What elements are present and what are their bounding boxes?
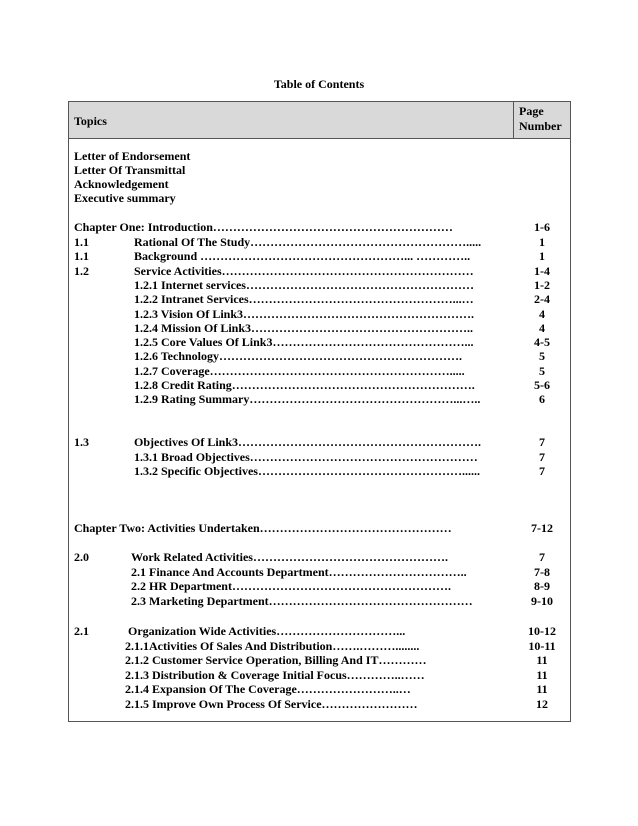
header-page-line1: Page [519,104,544,118]
page-number: 5 [539,363,545,378]
subsection-title: 2.2 HR Department………………………………………………. [131,579,451,593]
front-matter-item: Letter Of Transmittal [74,163,186,177]
section-title: Service Activities……………………………………………………… [134,263,474,278]
page-number: 12 [536,696,548,711]
page-number: 4 [539,320,545,335]
subsection-title: 1.3.2 Specific Objectives……………………………………………...... [134,464,480,478]
chapter-two-title: Chapter Two: Activities Undertaken………………………………………… [74,521,452,535]
front-matter-item: Executive summary [74,191,176,205]
section-title: Background ……………………………………………... ………….. [134,249,471,264]
page-number: 6 [539,392,545,407]
page-number: 11 [536,667,548,682]
page-number: 4-5 [534,335,550,350]
section-number: 1.1 [74,235,89,249]
subsection-title: 1.2.4 Mission Of Link3……………………………………………….. [134,320,474,335]
page-number: 10-11 [528,638,556,653]
page-number: 8-9 [534,579,550,593]
section-number: 2.0 [74,550,89,564]
page-number: 11 [536,682,548,696]
page-number: 1-4 [534,263,550,278]
subsection-title: 1.2.3 Vision Of Link3…………………………………………………. [134,306,475,321]
subsection-title: 2.1.2 Customer Service Operation, Billing And IT………… [125,653,427,667]
header-topics: Topics [74,114,107,128]
section-number: 1.1 [74,249,89,264]
subsection-title: 1.2.5 Core Values Of Link3…………………………………………... [134,335,474,350]
subsection-title: 2.1.4 Expansion Of The Coverage……………………..… [125,682,411,696]
section-title: Work Related Activities…………………………………………. [131,550,448,564]
subsection-title: 2.1.3 Distribution & Coverage Initial Focus…………..…… [125,667,425,682]
subsection-title: 2.3 Marketing Department…………………………………………… [131,593,473,608]
section-title: Rational Of The Study………………………………………………..... [134,235,482,249]
subsection-title: 2.1.5 Improve Own Process Of Service…………………… [125,696,418,711]
page-number: 7-8 [534,564,550,579]
header-page-line2: Number [519,119,562,133]
subsection-title: 2.1 Finance And Accounts Department…………………………….. [131,564,467,579]
subsection-title: 1.2.8 Credit Rating……………………………………………………. [134,378,475,392]
page-number: 5-6 [534,378,550,392]
section-title: Organization Wide Activities…………………………... [128,624,406,638]
subsection-title: 1.2.2 Intranet Services……………………………………………...… [134,292,474,307]
subsection-title: 2.1.1Activities Of Sales And Distribution…….………........ [125,638,420,653]
subsection-title: 1.2.6 Technology……………………………………………………. [134,349,463,364]
subsection-title: 1.2.7 Coverage……………………………………………………..... [134,363,465,378]
section-number: 1.3 [74,435,89,449]
page-number: 7 [539,550,545,564]
page-number: 1 [539,235,545,249]
section-title: Objectives Of Link3……………………………………………………. [134,435,481,449]
chapter-two-page: 7-12 [531,521,553,535]
chapter-one-page: 1-6 [534,220,550,234]
page-number: 7 [539,435,545,449]
front-matter-item: Letter of Endorsement [74,149,191,163]
page-number: 1-2 [534,277,550,292]
page-number: 11 [536,653,548,667]
page-title: Table of Contents [273,77,365,91]
page-number: 4 [539,306,545,321]
header-page-number [519,104,562,134]
page-number: 1 [539,249,545,264]
subsection-title: 1.2.9 Rating Summary……………………………………………...….. [134,392,481,407]
page-number: 5 [539,349,545,364]
subsection-title: 1.3.1 Broad Objectives………………………………………………… [134,449,478,464]
page-number: 2-4 [534,292,550,307]
section-number: 2.1 [74,624,89,638]
subsection-title: 1.2.1 Internet services………………………………………………… [134,277,474,292]
header-divider [513,101,514,139]
page-number: 7 [539,464,545,478]
page-number: 7 [539,449,545,464]
table-header [68,101,571,139]
front-matter-item: Acknowledgement [74,177,169,191]
page-number: 9-10 [531,593,553,608]
section-number: 1.2 [74,263,89,278]
chapter-one-title: Chapter One: Introduction…………………………………………………… [74,220,453,234]
page-number: 10-12 [528,624,556,638]
